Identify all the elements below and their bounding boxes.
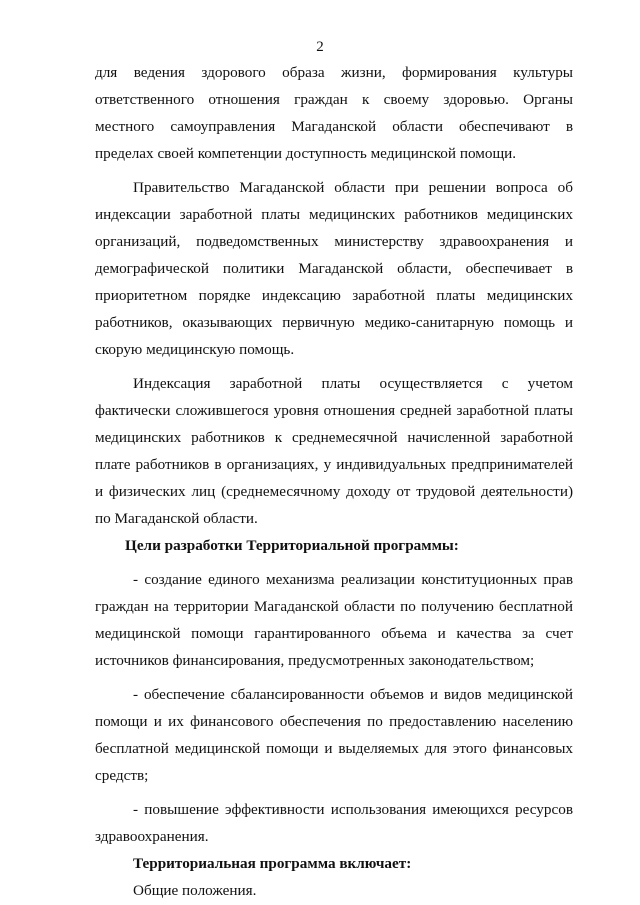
goal-item: - повышение эффективности использования имеющихся ресурсов здравоохранения.	[95, 801, 573, 845]
goals-heading: Цели разработки Территориальной программы:	[125, 537, 459, 554]
paragraph-salary-indexation-priority: Правительство Магаданской области при решении вопроса об индексации заработной платы медицинских работников медицинских организаций, подведомственных министерству здравоохранения и демографической политики Магаданской области, обеспечивает в приоритетном порядке индексацию заработной платы медицинских работников, оказывающих первичную медико-санитарную помощь и скорую медицинскую помощь.	[95, 179, 573, 358]
program-contents-heading: Территориальная программа включает:	[133, 855, 412, 872]
paragraph-salary-indexation-basis: Индексация заработной платы осуществляется с учетом фактически сложившегося уровня отношения средней заработной платы медицинских работников к среднемесячной начисленной заработной плате работников в организациях, у индивидуальных предпринимателей и физических лиц (среднемесячному доходу от трудовой деятельности) по Магаданской области.	[95, 375, 573, 527]
page-number: 2	[316, 39, 324, 55]
program-contents-item: Общие положения.	[133, 882, 257, 899]
paragraph-healthy-lifestyle: для ведения здорового образа жизни, формирования культуры ответственного отношения граждан к своему здоровью. Органы местного самоуправления Магаданской области обеспечивают в пределах своей компетенции доступность медицинской помощи.	[95, 64, 573, 162]
goal-item: - обеспечение сбалансированности объемов и видов медицинской помощи и их финансового обеспечения по предоставлению населению бесплатной медицинской помощи и выделяемых для этого финансовых средств;	[95, 686, 573, 784]
document-body	[95, 59, 573, 904]
goal-item: - создание единого механизма реализации конституционных прав граждан на территории Магаданской области по получению бесплатной медицинской помощи гарантированного объема и качества за счет источников финансирования, предусмотренных законодательством;	[95, 571, 573, 669]
